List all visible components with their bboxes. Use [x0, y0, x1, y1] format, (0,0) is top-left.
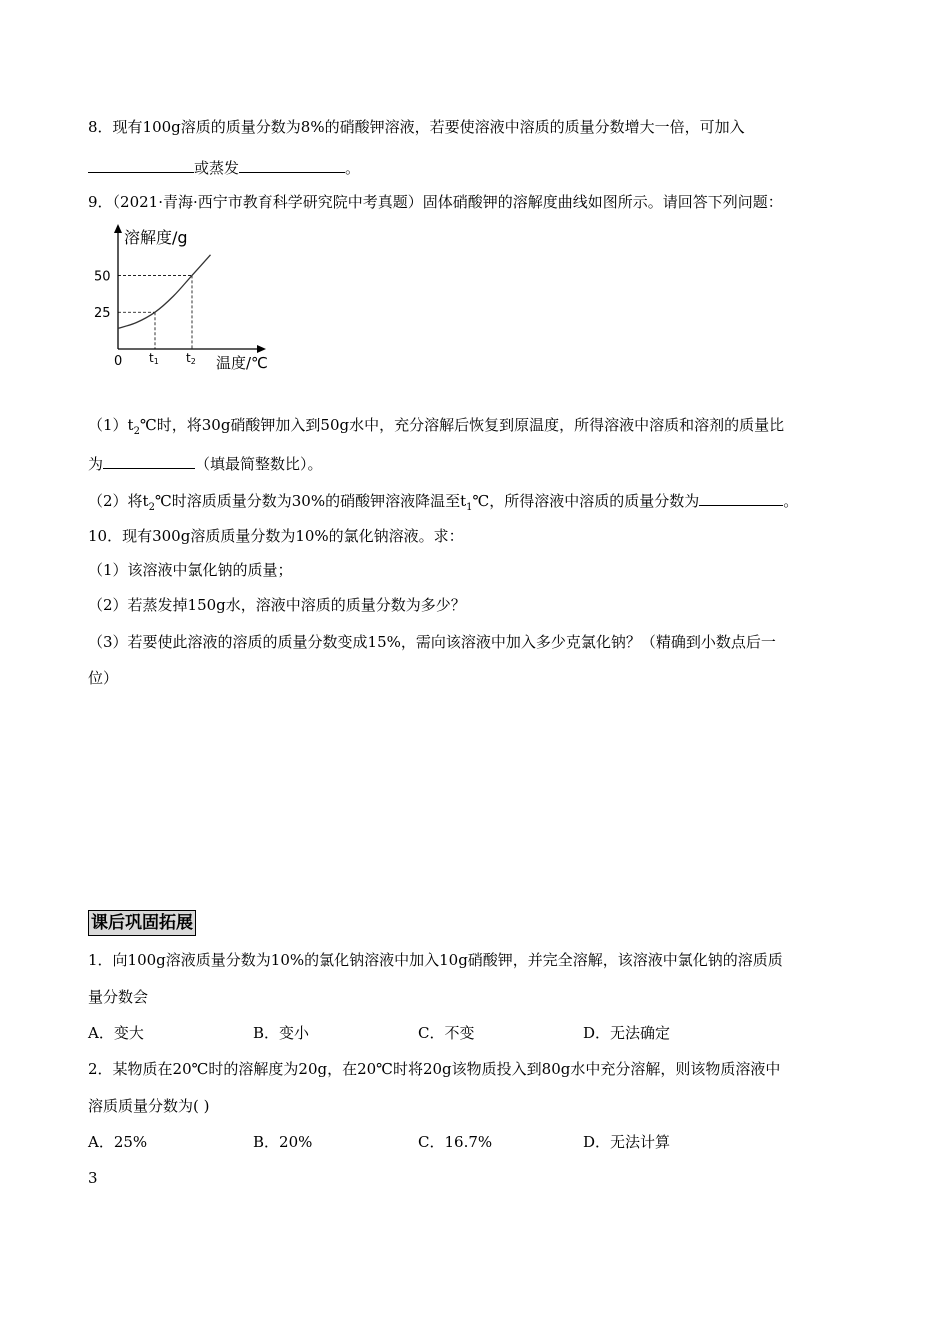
- q9-part1-blank[interactable]: [103, 453, 195, 469]
- chart-x-axis-arrow: [257, 345, 266, 353]
- chart-ytick-25: 25: [94, 306, 111, 322]
- q8-mid-text: 或蒸发: [194, 159, 240, 177]
- e2-option-d[interactable]: D．无法计算: [583, 1133, 671, 1151]
- q8-blank-2[interactable]: [239, 157, 345, 173]
- q8-text-line2: [88, 157, 360, 178]
- chart-curve-kno3: [118, 255, 211, 329]
- e1-text-line1: 1．向100g溶液质量分数为10%的氯化钠溶液中加入10g硝酸钾，并完全溶解，该溶液中氯化钠的溶质质: [88, 951, 783, 969]
- q9-intro: 9．（2021·青海·西宁市教育科学研究院中考真题）固体硝酸钾的溶解度曲线如图所示。请回答下列问题：: [88, 193, 783, 211]
- chart-origin-label: 0: [114, 354, 123, 369]
- chart-ylabel: 溶解度/g: [124, 228, 188, 247]
- e1-option-d[interactable]: D．无法确定: [583, 1024, 671, 1042]
- e2-option-c[interactable]: C．16.7%: [418, 1133, 493, 1151]
- e1-option-c[interactable]: C．不变: [418, 1024, 475, 1042]
- q9-part2: （2）将$t_2℃$时溶质质量分数为30%的硝酸钾溶液降温至$t_1℃$，所得溶液中溶质的质量分数为 。: [88, 492, 799, 513]
- q8-end-text: 。: [345, 159, 361, 177]
- q10-part3-line1: （3）若要使此溶液的溶质的质量分数变成15%，需向该溶液中加入多少克氯化钠？（精确到小数点后一: [88, 633, 776, 651]
- page-number: 3: [88, 1169, 98, 1187]
- q10-intro: 10．现有300g溶质质量分数为10%的氯化钠溶液。求：: [88, 527, 464, 545]
- chart-ytick-50: 50: [94, 269, 111, 285]
- e2-text-line2: 溶质质量分数为( ): [88, 1097, 210, 1115]
- e1-option-a[interactable]: A．变大: [88, 1024, 144, 1042]
- e2-text-line1: 2．某物质在20℃时的溶解度为20g，在20℃时将20g该物质投入到80g水中充分溶解，则该物质溶液中: [88, 1060, 781, 1078]
- q9-part1-line1: $(1)t_2℃$时，将30g硝酸钾加入到50g水中，充分溶解后恢复到原温度，所得溶液中溶质和溶剂的质量比: [88, 416, 785, 437]
- e1-option-b[interactable]: B．变小: [253, 1024, 310, 1042]
- q10-part1: （1）该溶液中氯化钠的质量；: [88, 561, 293, 579]
- e2-option-a[interactable]: A．25%: [88, 1133, 148, 1151]
- chart-y-axis-arrow: [114, 224, 122, 233]
- e2-option-b[interactable]: B．20%: [253, 1133, 313, 1151]
- section-title: 课后巩固拓展: [88, 910, 196, 936]
- q9-part2-blank[interactable]: [699, 490, 783, 506]
- q8-blank-1[interactable]: [88, 157, 194, 173]
- chart-xtick-t2: t2: [186, 351, 196, 366]
- solubility-chart: [88, 222, 288, 374]
- q9-part1-line2: 为 （填最简整数比）。: [88, 455, 323, 473]
- chart-xtick-t1: t1: [149, 351, 159, 366]
- q8-text-line1: 8．现有100g溶质的质量分数为8%的硝酸钾溶液，若要使溶液中溶质的质量分数增大一倍，可加入: [88, 118, 745, 136]
- q10-part3-line2: 位）: [88, 669, 119, 687]
- chart-xlabel: 温度/℃: [216, 354, 268, 372]
- q10-part2: （2）若蒸发掉150g水，溶液中溶质的质量分数为多少？: [88, 596, 466, 614]
- e1-text-line2: 量分数会: [88, 988, 149, 1006]
